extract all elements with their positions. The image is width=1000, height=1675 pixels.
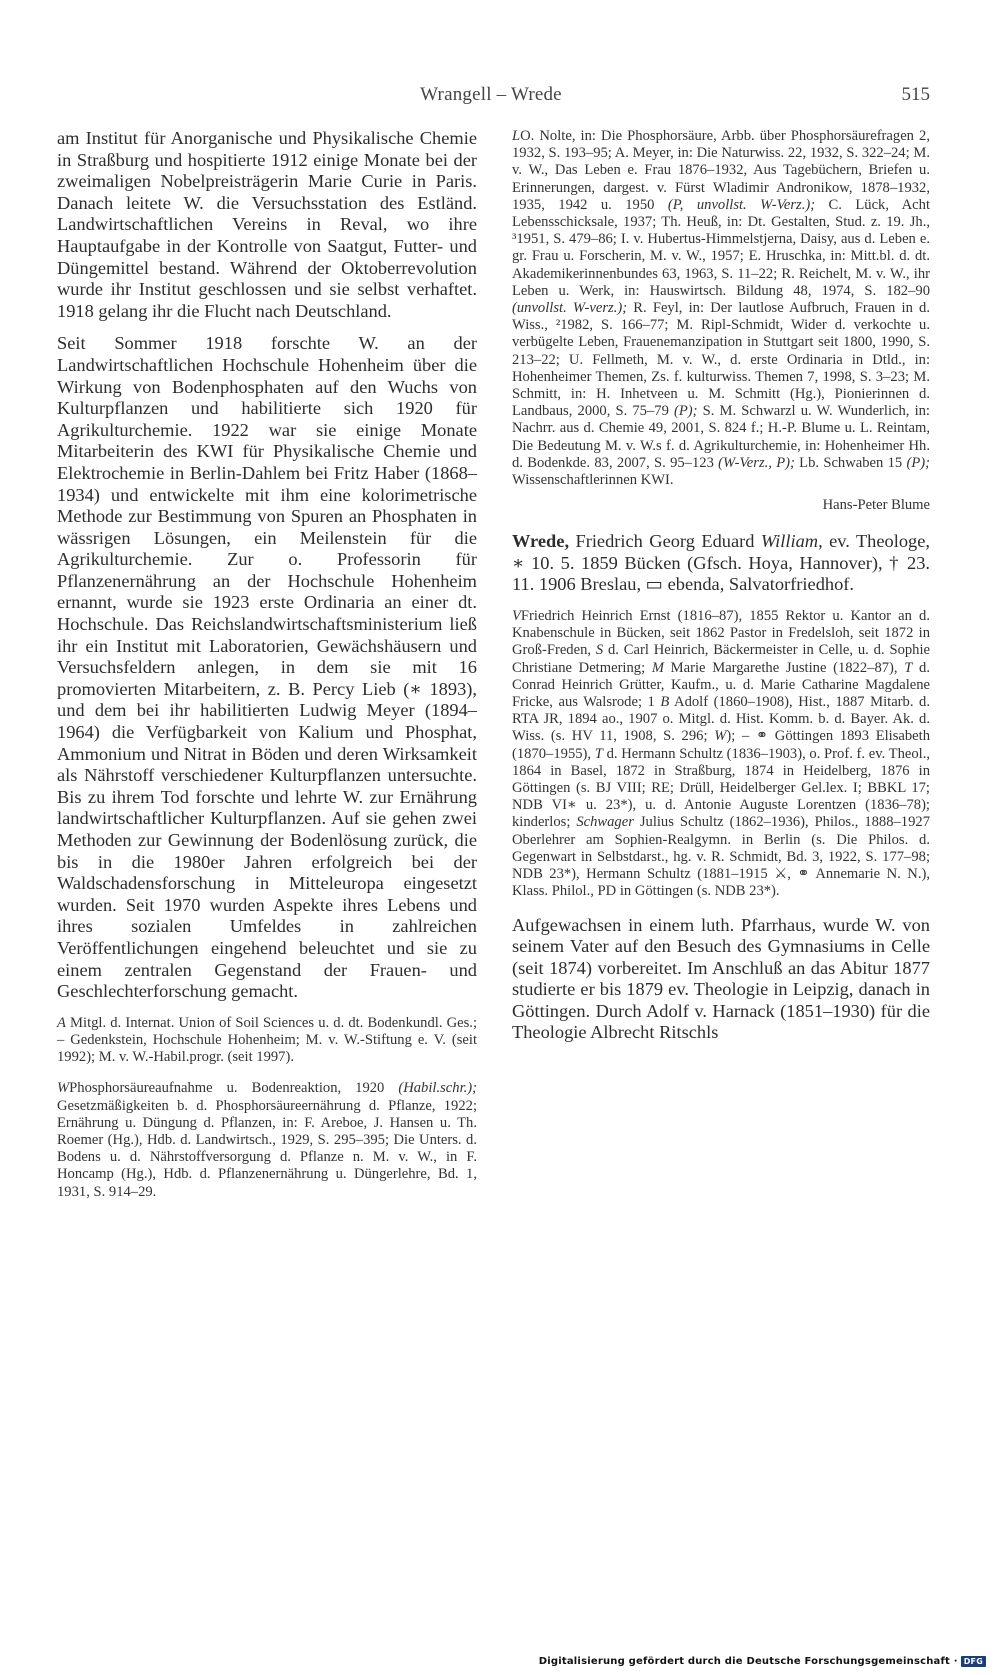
section-mark-l: L	[512, 128, 521, 144]
digitization-footer	[539, 1656, 986, 1667]
running-head	[52, 84, 930, 108]
genealogy-text: Marie Margarethe Justine (1822–87),	[664, 659, 905, 676]
section-mark-v: V	[512, 608, 521, 625]
literature-section	[512, 128, 930, 489]
entry-heading	[512, 531, 930, 596]
section-mark-a: A	[57, 1014, 66, 1031]
literature-italic: (P);	[674, 403, 698, 420]
genealogy-text: ); – ⚭ Göttingen 1893 Elisabeth (1870–1955),	[512, 728, 931, 762]
entry-life-data: ev. Theologe, ∗ 10. 5. 1859 Bücken (Gfsch. Hoya, Hannover), † 23. 11. 1906 Breslau, ▭ ebenda, Salvatorfriedhof.	[512, 531, 930, 595]
literature-text: Wissenschaftlerinnen KWI.	[512, 472, 674, 489]
running-head-title: Wrangell – Wrede	[420, 84, 562, 105]
genealogy-text: d. Hermann Schultz (1836–1903), o. Prof. f. ev. Theol., 1864 in Basel, 1872 in Straßburg, 1874 in Heidelberg, 1876 in Göttingen (s. BJ VIII; RE; Drüll, Heidelberger Gel.lex. I; BBKL 17; NDB VI∗ u. 23*), u. d. Antonie Auguste Lorentzen (1836–78); kinderlos;	[512, 745, 930, 831]
section-mark-w: W	[57, 1080, 70, 1097]
genealogy-text: d. Carl Heinrich, Bäckermeister in Celle, u. d. Sophie Christiane Detmering;	[512, 642, 930, 676]
body-paragraph: Seit Sommer 1918 forschte W. an der Landwirtschaftlichen Hochschule Hohenheim über die Wirkung von Bodenphosphaten auf den Wuchs von Kulturpflanzen und habilitierte sich 1920 für Agrikulturchemie. 1922 war sie einige Monate Mitarbeiterin des KWI für Physikalische Chemie und Elektrochemie in Berlin-Dahlem bei Fritz Haber (1868–1934) und entwickelte mit ihm eine kolorimetrische Methode zur Bestimmung von Spuren an Phosphaten in wässrigen Lösungen, ein Meilenstein für die Agrikulturchemie. Zur o. Professorin für Pflanzenernährung an der Hochschule Hohenheim ernannt, wurde sie 1923 erste Ordinaria an einer dt. Hochschule. Das Reichslandwirtschaftsministerium ließ ihr ein Institut mit Laboratorien, Gewächshäusern und Versuchsfeldern anlegen, in dem sie mit 16 promovierten Mitarbeitern, z. B. Percy Lieb (∗ 1893), und dem bei ihr habilitierten Ludwig Meyer (1894–1964) die Verfügbarkeit von Kalium und Phosphat, Ammonium und Nitrat in Böden und deren Wirksamkeit als Nährstoff verschiedener Kulturpflanzen untersuchte. Bis zu ihrem Tod forschte und lehrte W. zur Ernährung landwirtschaftlicher Kulturpflanzen. Auf sie gehen zwei Methoden zur Gewinnung der Bodenlösung zurück, die bis in die 1980er Jahren erfolgreich bei der Waldschadensforschung in Mitteleuropa eingesetzt wurden. Seit 1970 wurden Aspekte ihres Lebens und ihres sozialen Umfeldes in zahlreichen Veröffentlichungen eingehend beleuchtet und sie zu einem zentralen Gegenstand der Frauen- und Geschlechterforschung gemacht.	[57, 333, 477, 1002]
entry-surname: Wrede,	[512, 531, 570, 552]
literature-text: O. Nolte, in: Die Phosphorsäure, Arbb. über Phosphorsäurefragen 2, 1932, S. 193–95; A. Meyer, in: Die Naturwiss. 22, 1932, S. 322–24; M. v. W., Das Leben e. Frau 1876–1932, Aus Tagebüchern, Briefen u. Erinnerungen, dargest. v. Fürst Wladimir Andronikow, 1878–1932, 1935, 1942 u. 1950	[512, 128, 930, 213]
page-number: 515	[901, 84, 930, 105]
literature-italic: (P);	[906, 454, 930, 471]
literature-text: C. Lück, Acht Lebensschicksale, 1937; Th. Heuß, in: Dt. Gestalten, Stud. z. 19. Jh., ³1951, S. 479–86; I. v. Hubertus-Himmelstjerna, Daisy, aus d. Leben e. gr. Frau u. Forscherin, M. v. W., 1957; E. Hruschka, in: Mitt.bl. d. dt. Akademikerinnenbundes 63, 1963, S. 11–22; R. Reichelt, M. v. W., ihr Leben u. Werk, in: Hauswirtsch. Bildung 48, 1974, S. 182–90	[512, 196, 930, 299]
entry-given-names: Friedrich Georg Eduard	[569, 531, 761, 552]
genealogy-mark: M	[651, 659, 664, 676]
genealogy-mark: Schwager	[576, 814, 634, 831]
genealogy-mark: T	[594, 745, 603, 762]
right-column	[512, 128, 930, 1044]
works-text: Phosphorsäureaufnahme u. Bodenreaktion, 1920	[69, 1080, 399, 1097]
genealogy-section	[512, 608, 930, 900]
literature-text: Lb. Schwaben 15	[794, 454, 907, 471]
body-paragraph: am Institut für Anorganische und Physikalische Chemie in Straßburg und hospitierte 1912 einige Monate bei der zweimaligen Nobelpreisträgerin Marie Curie in Paris. Danach leitete W. die Versuchsstation des Estländ. Landwirtschaftlichen Vereins in Reval, wo ihre Hauptaufgabe in der Kontrolle von Saatgut, Futter- und Düngemittel bestand. Während der Oktoberrevolution wurde ihr Institut geschlossen und sie selbst verhaftet. 1918 gelang ihr die Flucht nach Deutschland.	[57, 128, 477, 321]
body-paragraph: Aufgewachsen in einem luth. Pfarrhaus, wurde W. von seinem Vater auf den Besuch des Gymnasiums in Celle (seit 1874) vorbereitet. Im Anschluß an das Abitur 1877 studierte er bis 1879 ev. Theologie in Leipzig, danach in Göttingen. Durch Adolf v. Harnack (1851–1930) für die Theologie Albrecht Ritschls	[512, 914, 930, 1043]
literature-italic: (W-Verz., P);	[718, 454, 795, 471]
left-column	[57, 128, 477, 1201]
works-text: Gesetzmäßigkeiten b. d. Phosphorsäureernährung d. Pflanze, 1922; Ernährung u. Düngung d. Pflanzen, in: F. Areboe, J. Hansen u. Th. Roemer (Hg.), Hdb. d. Landwirtsch., 1929, S. 295–395; Die Unters. d. Bodens u. d. Nährstoffversorgung d. Pflanze n. M. v. W., in F. Honcamp (Hg.), Hdb. d. Pflanzenernährung u. Düngerlehre, Bd. 1, 1931, S. 914–29.	[57, 1097, 477, 1200]
footer-text: Digitalisierung gefördert durch die Deutsche Forschungsgemeinschaft ·	[538, 1656, 958, 1667]
literature-text: S. M. Schwarzl u. W. Wunderlich, in: Nachrr. aus d. Chemie 49, 2001, S. 824 f.; H.-P. Blume u. L. Reintam, Die Bedeutung M. v. W.s f. d. Agrikulturchemie, in: Hohenheimer Hh. d. Bodenkde. 83, 2007, S. 95–123	[512, 403, 930, 471]
works-italic: (Habil.schr.);	[398, 1080, 477, 1097]
literature-italic: (P, unvollst. W-Verz.);	[667, 196, 816, 213]
genealogy-text: Julius Schultz (1862–1936), Philos., 1888–1927 Oberlehrer am Sophien-Realgymn. in Berlin (s. Die Philos. d. Gegenwart in Selbstdarst., hg. v. R. Schmidt, Bd. 3, 1922, S. 177–98; NDB 23*), Hermann Schultz (1881–1915 ⚔, ⚭ Annemarie N. N.), Klass. Philol., PD in Göttingen (s. NDB 23*).	[512, 814, 930, 900]
literature-text: R. Feyl, in: Der lautlose Aufbruch, Frauen in d. Wiss., ²1982, S. 166–77; M. Ripl-Schmidt, Wider d. verkochte u. verbügelte Leben, Frauenemanzipation in Stuttgart seit 1800, 1990, S. 213–22; U. Fellmeth, M. v. W., d. erste Ordinaria in Dtld., in: Hohenheimer Themen, Zs. f. kulturwiss. Themen 7, 1998, S. 3–23; M. Schmitt, in: H. Inhetveen u. M. Schmitt (Hg.), Pionierinnen d. Landbaus, 2000, S. 75–79	[512, 300, 931, 420]
genealogy-mark: S	[595, 642, 604, 659]
genealogy-text: Adolf (1860–1908), Hist., 1887 Mitarb. d. RTA JR, 1894 ao., 1907 o. Mitgl. d. Hist. Komm. b. d. Bayer. Ak. d. Wiss. (s. HV 11, 1908, S. 296;	[512, 694, 930, 745]
genealogy-mark: W	[714, 728, 727, 745]
genealogy-mark: T	[904, 659, 913, 676]
genealogy-text: Friedrich Heinrich Ernst (1816–87), 1855 Rektor u. Kantor an d. Knabenschule in Bücken, seit 1862 Pastor in Fredelsloh, seit 1872 in Groß-Freden,	[512, 608, 930, 659]
awards-section	[57, 1015, 477, 1067]
genealogy-text: d. Conrad Heinrich Grütter, Kaufm., u. d. Marie Catharine Magdalene Fricke, aus Walsrode; 1	[512, 659, 931, 711]
article-author: Hans-Peter Blume	[822, 497, 930, 514]
awards-text: Mitgl. d. Internat. Union of Soil Sciences u. d. dt. Bodenkundl. Ges.; – Gedenkstein, Hochschule Hohenheim; M. v. W.-Stiftung e. V. (seit 1992); M. v. W.-Habil.progr. (seit 1997).	[57, 1014, 477, 1066]
literature-italic: (unvollst. W-verz.);	[512, 300, 628, 317]
genealogy-mark: B	[660, 694, 670, 711]
dfg-logo: DFG	[961, 1656, 986, 1667]
works-section	[57, 1080, 477, 1200]
entry-call-name: William,	[760, 531, 823, 552]
